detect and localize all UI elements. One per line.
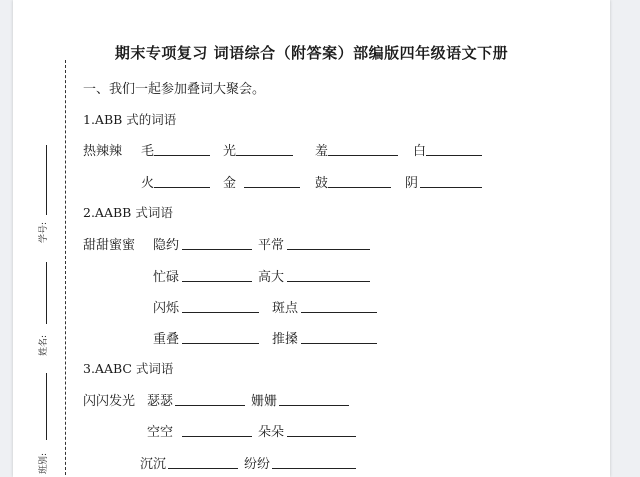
aabc-word: 纷纷 xyxy=(244,457,271,472)
answer-blank[interactable] xyxy=(244,187,300,188)
answer-blank[interactable] xyxy=(272,468,356,469)
banji-label: 班别: xyxy=(39,452,49,474)
aabc-word: 瑟瑟 xyxy=(147,394,174,409)
aabb-example: 甜甜蜜蜜 xyxy=(83,238,136,253)
answer-blank[interactable] xyxy=(182,343,259,344)
answer-blank[interactable] xyxy=(301,312,377,313)
document-page xyxy=(13,0,610,477)
answer-blank[interactable] xyxy=(182,436,252,437)
abb-word: 金 xyxy=(223,176,237,191)
aabb-word: 斑点 xyxy=(272,301,299,316)
answer-blank[interactable] xyxy=(168,468,238,469)
answer-blank[interactable] xyxy=(154,187,210,188)
aabc-word: 姗姗 xyxy=(251,394,278,409)
answer-blank[interactable] xyxy=(426,155,482,156)
xingming-line xyxy=(46,262,47,324)
answer-blank[interactable] xyxy=(287,436,356,437)
abb-word: 白 xyxy=(413,144,427,159)
aabb-word: 平常 xyxy=(258,238,285,253)
answer-blank[interactable] xyxy=(301,343,377,344)
xuehao-line xyxy=(46,145,47,215)
fold-line xyxy=(65,60,66,477)
banji-line xyxy=(46,373,47,440)
answer-blank[interactable] xyxy=(287,281,370,282)
abb-word: 毛 xyxy=(141,144,155,159)
page-title: 期末专项复习 词语综合（附答案）部编版四年级语文下册 xyxy=(114,44,509,62)
answer-blank[interactable] xyxy=(328,155,398,156)
xuehao-label: 学号: xyxy=(39,221,49,243)
aabb-word: 忙碌 xyxy=(153,270,180,285)
answer-blank[interactable] xyxy=(175,405,245,406)
abb-word: 鼓 xyxy=(315,176,329,191)
aabc-example: 闪闪发光 xyxy=(83,394,136,409)
aabb-word: 隐约 xyxy=(153,238,180,253)
answer-blank[interactable] xyxy=(420,187,482,188)
aabb-heading: 2.AABB 式词语 xyxy=(83,205,173,220)
answer-blank[interactable] xyxy=(236,155,293,156)
abb-heading: 1.ABB 式的词语 xyxy=(83,112,177,127)
answer-blank[interactable] xyxy=(328,187,391,188)
aabb-word: 重叠 xyxy=(153,332,180,347)
abb-word: 阴 xyxy=(405,176,419,191)
answer-blank[interactable] xyxy=(182,281,252,282)
abb-example: 热辣辣 xyxy=(83,144,123,159)
section-heading: 一、我们一起参加叠词大聚会。 xyxy=(83,82,266,97)
abb-word: 火 xyxy=(141,176,155,191)
answer-blank[interactable] xyxy=(182,312,259,313)
abb-word: 光 xyxy=(223,144,237,159)
aabb-word: 推搡 xyxy=(272,332,299,347)
aabc-heading: 3.AABC 式词语 xyxy=(83,361,174,376)
answer-blank[interactable] xyxy=(154,155,210,156)
answer-blank[interactable] xyxy=(182,249,252,250)
abb-word: 羞 xyxy=(315,144,329,159)
aabb-word: 闪烁 xyxy=(153,301,180,316)
answer-blank[interactable] xyxy=(279,405,349,406)
aabc-word: 沉沉 xyxy=(140,457,167,472)
aabc-word: 空空 xyxy=(147,425,174,440)
answer-blank[interactable] xyxy=(287,249,370,250)
aabb-word: 高大 xyxy=(258,270,285,285)
aabc-word: 朵朵 xyxy=(258,425,285,440)
xingming-label: 姓名: xyxy=(39,334,49,356)
